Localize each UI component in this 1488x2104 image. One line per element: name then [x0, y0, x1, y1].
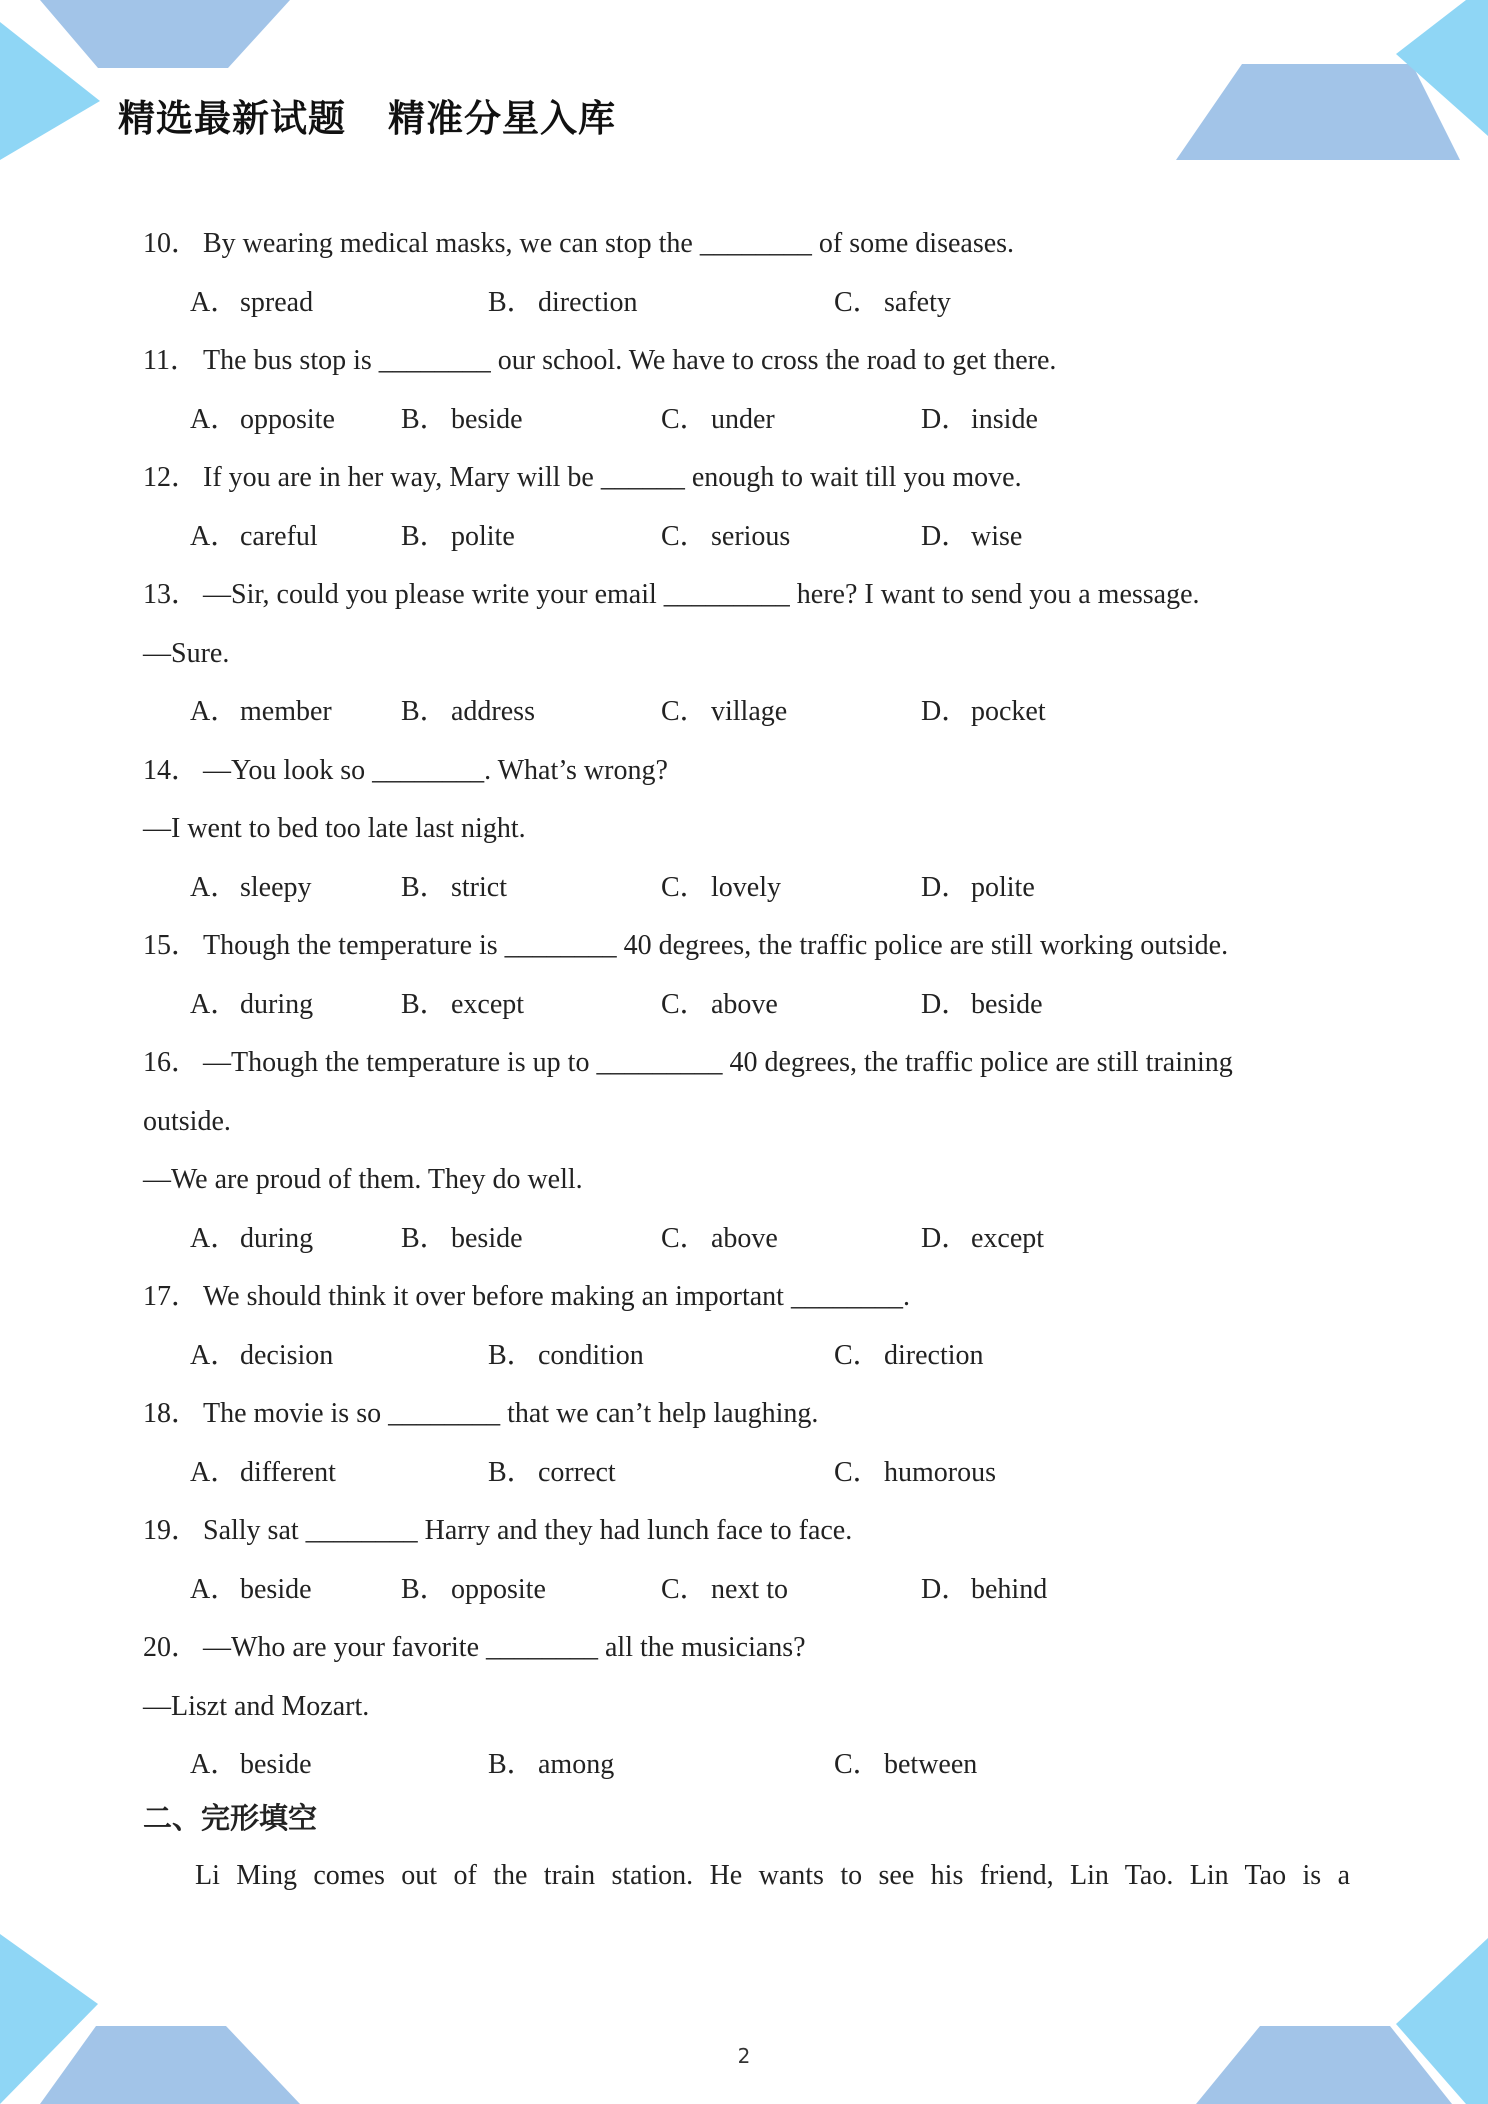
bottom-right-decoration: [1196, 1938, 1488, 2104]
option-a: A．different: [190, 1456, 336, 1488]
question-18-options: [143, 1451, 1353, 1510]
option-c: C． serious: [661, 520, 791, 552]
question-12-stem: [143, 456, 1353, 515]
question-10-options: [143, 281, 1353, 340]
option-d: D．pocket: [921, 696, 1046, 727]
option-b: B． condition: [488, 1339, 644, 1371]
exam-content: [143, 222, 1353, 1898]
question-16-stem: [143, 1041, 1353, 1100]
question-text: The bus stop is ________ our school. We have to cross the road to get there.: [203, 345, 1057, 376]
section-heading: 二、完形填空: [143, 1800, 318, 1835]
option-a: A．spread: [190, 286, 314, 318]
option-b: B． polite: [401, 520, 515, 552]
header-title-right: 精准分星入库: [388, 97, 616, 140]
question-14-options: [143, 866, 1353, 925]
question-number: 17．: [143, 1281, 200, 1312]
option-b: B． except: [401, 988, 525, 1020]
question-16-options: [143, 1217, 1353, 1276]
option-a: A．beside: [190, 1573, 312, 1605]
option-d: D．beside: [921, 988, 1043, 1020]
option-c: C． safety: [834, 286, 951, 318]
passage-text: Li Ming comes out of the train station. He wants to see his friend, Lin Tao. Lin Tao is a: [195, 1859, 1350, 1891]
question-text: If you are in her way, Mary will be ______ enough to wait till you move.: [203, 462, 1022, 493]
question-18-stem: [143, 1392, 1353, 1451]
option-c: C． between: [834, 1749, 978, 1780]
option-d: D．polite: [921, 871, 1035, 903]
option-c: C． next to: [661, 1573, 788, 1605]
question-19-options: [143, 1568, 1353, 1627]
option-c: C． direction: [834, 1339, 984, 1371]
question-number: 15．: [143, 930, 200, 961]
question-text: Though the temperature is ________ 40 degrees, the traffic police are still working outside.: [203, 930, 1229, 961]
header-title-left: 精选最新试题: [118, 97, 346, 140]
page-header-title: [118, 88, 616, 142]
option-b: B． among: [488, 1749, 615, 1780]
question-16-stem-continued: outside.: [143, 1105, 231, 1137]
question-text: By wearing medical masks, we can stop the ________ of some diseases.: [203, 228, 1015, 259]
option-a: A．during: [190, 988, 314, 1020]
option-c: C． above: [661, 988, 778, 1020]
bottom-left-decoration: [0, 1934, 300, 2104]
question-text: —Who are your favorite ________ all the musicians?: [203, 1632, 806, 1663]
page-number: 2: [737, 2044, 751, 2068]
option-d: D．except: [921, 1222, 1045, 1254]
option-b: B． opposite: [401, 1573, 546, 1605]
option-a: A．beside: [190, 1749, 312, 1780]
option-c: C． above: [661, 1222, 778, 1254]
question-15-stem: [143, 924, 1353, 983]
question-text: —Though the temperature is up to _________ 40 degrees, the traffic police are still training: [203, 1047, 1233, 1078]
option-a: A．decision: [190, 1339, 334, 1371]
question-number: 14．: [143, 754, 200, 786]
question-14-stem: [143, 749, 1353, 808]
question-text: We should think it over before making an important ________.: [203, 1281, 910, 1312]
question-text: Sally sat ________ Harry and they had lunch face to face.: [203, 1515, 853, 1546]
question-19-stem: [143, 1509, 1353, 1568]
question-number: 12．: [143, 462, 200, 493]
option-b: B． beside: [401, 403, 523, 435]
question-number: 13．: [143, 579, 200, 610]
option-a: A．sleepy: [190, 871, 312, 903]
option-a: A．member: [190, 696, 332, 727]
question-number: 20．: [143, 1632, 200, 1663]
question-16-reply: —We are proud of them. They do well.: [143, 1164, 583, 1195]
question-number: 18．: [143, 1398, 200, 1429]
question-number: 11．: [143, 345, 198, 376]
top-right-decoration: [1176, 0, 1488, 160]
option-b: B． address: [401, 696, 535, 727]
question-17-options: [143, 1334, 1353, 1393]
question-20-options: [143, 1743, 1353, 1802]
question-15-options: [143, 983, 1353, 1042]
option-b: B． correct: [488, 1456, 616, 1488]
question-number: 10．: [143, 228, 200, 259]
option-c: C． under: [661, 403, 775, 435]
question-text: —You look so ________. What’s wrong?: [203, 754, 668, 786]
question-20-reply: —Liszt and Mozart.: [143, 1690, 370, 1722]
option-c: C． village: [661, 696, 788, 727]
question-13-reply: —Sure.: [143, 637, 230, 669]
option-d: D．wise: [921, 520, 1023, 552]
question-13-stem: [143, 573, 1353, 632]
option-a: A．opposite: [190, 403, 335, 435]
option-c: C． lovely: [661, 871, 781, 903]
question-10-stem: [143, 222, 1353, 281]
option-d: D．inside: [921, 403, 1038, 435]
question-17-stem: [143, 1275, 1353, 1334]
option-b: B． strict: [401, 871, 507, 903]
question-number: 16．: [143, 1047, 200, 1078]
question-14-reply: —I went to bed too late last night.: [143, 813, 526, 844]
question-20-stem: [143, 1626, 1353, 1685]
question-text: —Sir, could you please write your email _________ here? I want to send you a message.: [203, 579, 1200, 610]
question-11-stem: [143, 339, 1353, 398]
option-a: A．during: [190, 1222, 314, 1254]
question-number: 19．: [143, 1515, 200, 1546]
option-c: C． humorous: [834, 1456, 996, 1488]
option-d: D．behind: [921, 1573, 1048, 1605]
option-b: B． beside: [401, 1222, 523, 1254]
question-13-options: [143, 690, 1353, 749]
option-b: B． direction: [488, 286, 638, 318]
option-a: A．careful: [190, 520, 318, 552]
question-12-options: [143, 515, 1353, 574]
question-text: The movie is so ________ that we can’t help laughing.: [203, 1398, 819, 1429]
question-11-options: [143, 398, 1353, 457]
